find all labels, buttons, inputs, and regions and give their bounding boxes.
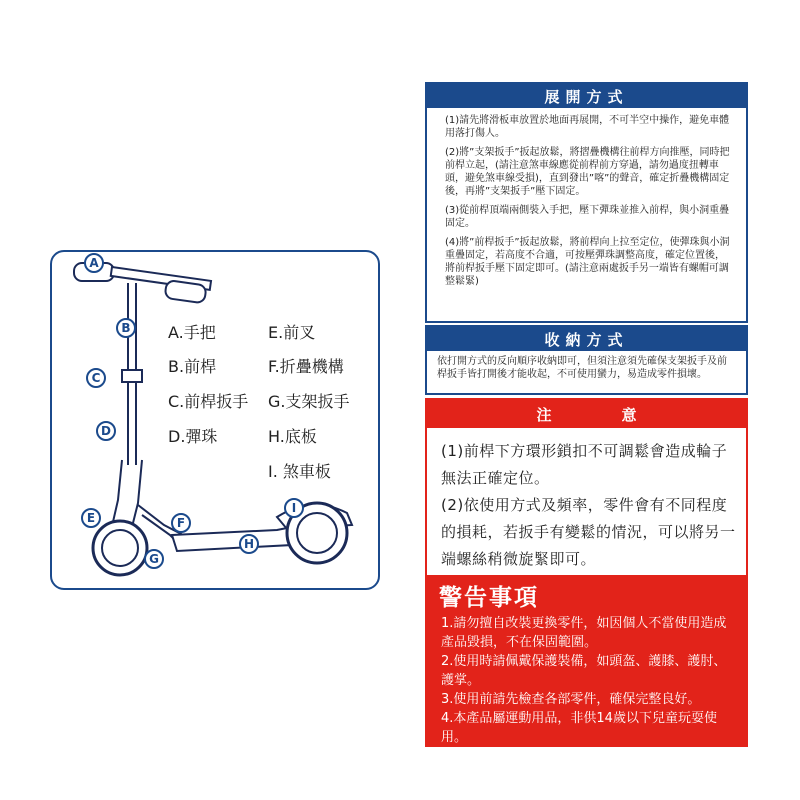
marker-a: A <box>84 253 104 273</box>
warning-item: 1.請勿擅自改裝更換零件，如因個人不當使用造成產品毀損，不在保固範圍。 <box>441 616 727 650</box>
warning-item: 3.使用前請先檢查各部零件，確保完整良好。 <box>441 692 701 707</box>
part-label-a: A.手把 <box>168 323 216 342</box>
fold-title: 收納方式 <box>427 327 746 351</box>
unfold-section <box>425 82 748 323</box>
warning-title: 警告事項 <box>439 585 539 611</box>
notice-title: 注意 <box>427 400 746 428</box>
part-label-d: D.彈珠 <box>168 427 218 446</box>
warning-item: 2.使用時請佩戴保護裝備，如頭盔、護膝、護肘、護掌。 <box>441 654 727 688</box>
part-label-b: B.前桿 <box>168 357 217 376</box>
notice-item: (1)前桿下方環形鎖扣不可調鬆會造成輪子無法正確定位。 <box>441 442 728 487</box>
fold-text: 依打開方式的反向順序收納即可，但須注意須先確保支架扳手及前桿扳手皆打開後才能收起，不可使用蠻力，易造成零件損壞。 <box>437 356 727 380</box>
marker-i: I <box>284 498 304 518</box>
part-label-i: I. 煞車板 <box>268 462 331 481</box>
marker-d: D <box>96 421 116 441</box>
unfold-steps <box>427 108 746 288</box>
warning-items <box>435 614 738 747</box>
marker-f: F <box>171 513 191 533</box>
part-label-f: F.折疊機構 <box>268 357 344 376</box>
notice-item: (2)依使用方式及頻率，零件會有不同程度的損耗，若扳手有變鬆的情況，可以將另一端螺絲稍微旋緊即可。 <box>441 496 736 568</box>
part-label-e: E.前叉 <box>268 323 316 342</box>
part-label-c: C.前桿扳手 <box>168 392 249 411</box>
part-label-h: H.底板 <box>268 427 317 446</box>
scooter-illustration <box>52 245 382 590</box>
part-label-g: G.支架扳手 <box>268 392 350 411</box>
marker-b: B <box>116 318 136 338</box>
unfold-step: (4)將”前桿扳手”扳起放鬆，將前桿向上拉至定位，使彈珠與小洞重疊固定，若高度不合適，可按壓彈珠調整高度，確定位置後，將前桿扳手壓下固定即可。(請注意兩處扳手另一端皆有螺帽可調整鬆緊) <box>445 237 730 287</box>
marker-g: G <box>144 549 164 569</box>
marker-e: E <box>81 508 101 528</box>
warning-item: 4.本產品屬運動用品，非供14歲以下兒童玩耍使用。 <box>441 711 717 745</box>
unfold-step: (2)將”支架扳手”扳起放鬆，將摺疊機構往前桿方向推壓，同時把前桿立起，(請注意煞車線應從前桿前方穿過，請勿過度扭轉車頭，避免煞車線受損)，直到發出”喀”的聲音，確定折疊機構固定後，再將”支架扳手”壓下固定。 <box>445 147 730 197</box>
unfold-step: (1)請先將滑板車放置於地面再展開，不可半空中操作，避免車體用落打傷人。 <box>445 115 730 139</box>
fold-section <box>425 325 748 395</box>
marker-h: H <box>239 534 259 554</box>
warning-section <box>425 575 748 747</box>
marker-c: C <box>86 368 106 388</box>
unfold-step: (3)從前桿頂端兩側裝入手把，壓下彈珠並推入前桿，與小洞重疊固定。 <box>445 205 730 229</box>
notice-section <box>425 398 748 580</box>
unfold-title: 展開方式 <box>427 84 746 108</box>
notice-items <box>427 428 746 573</box>
